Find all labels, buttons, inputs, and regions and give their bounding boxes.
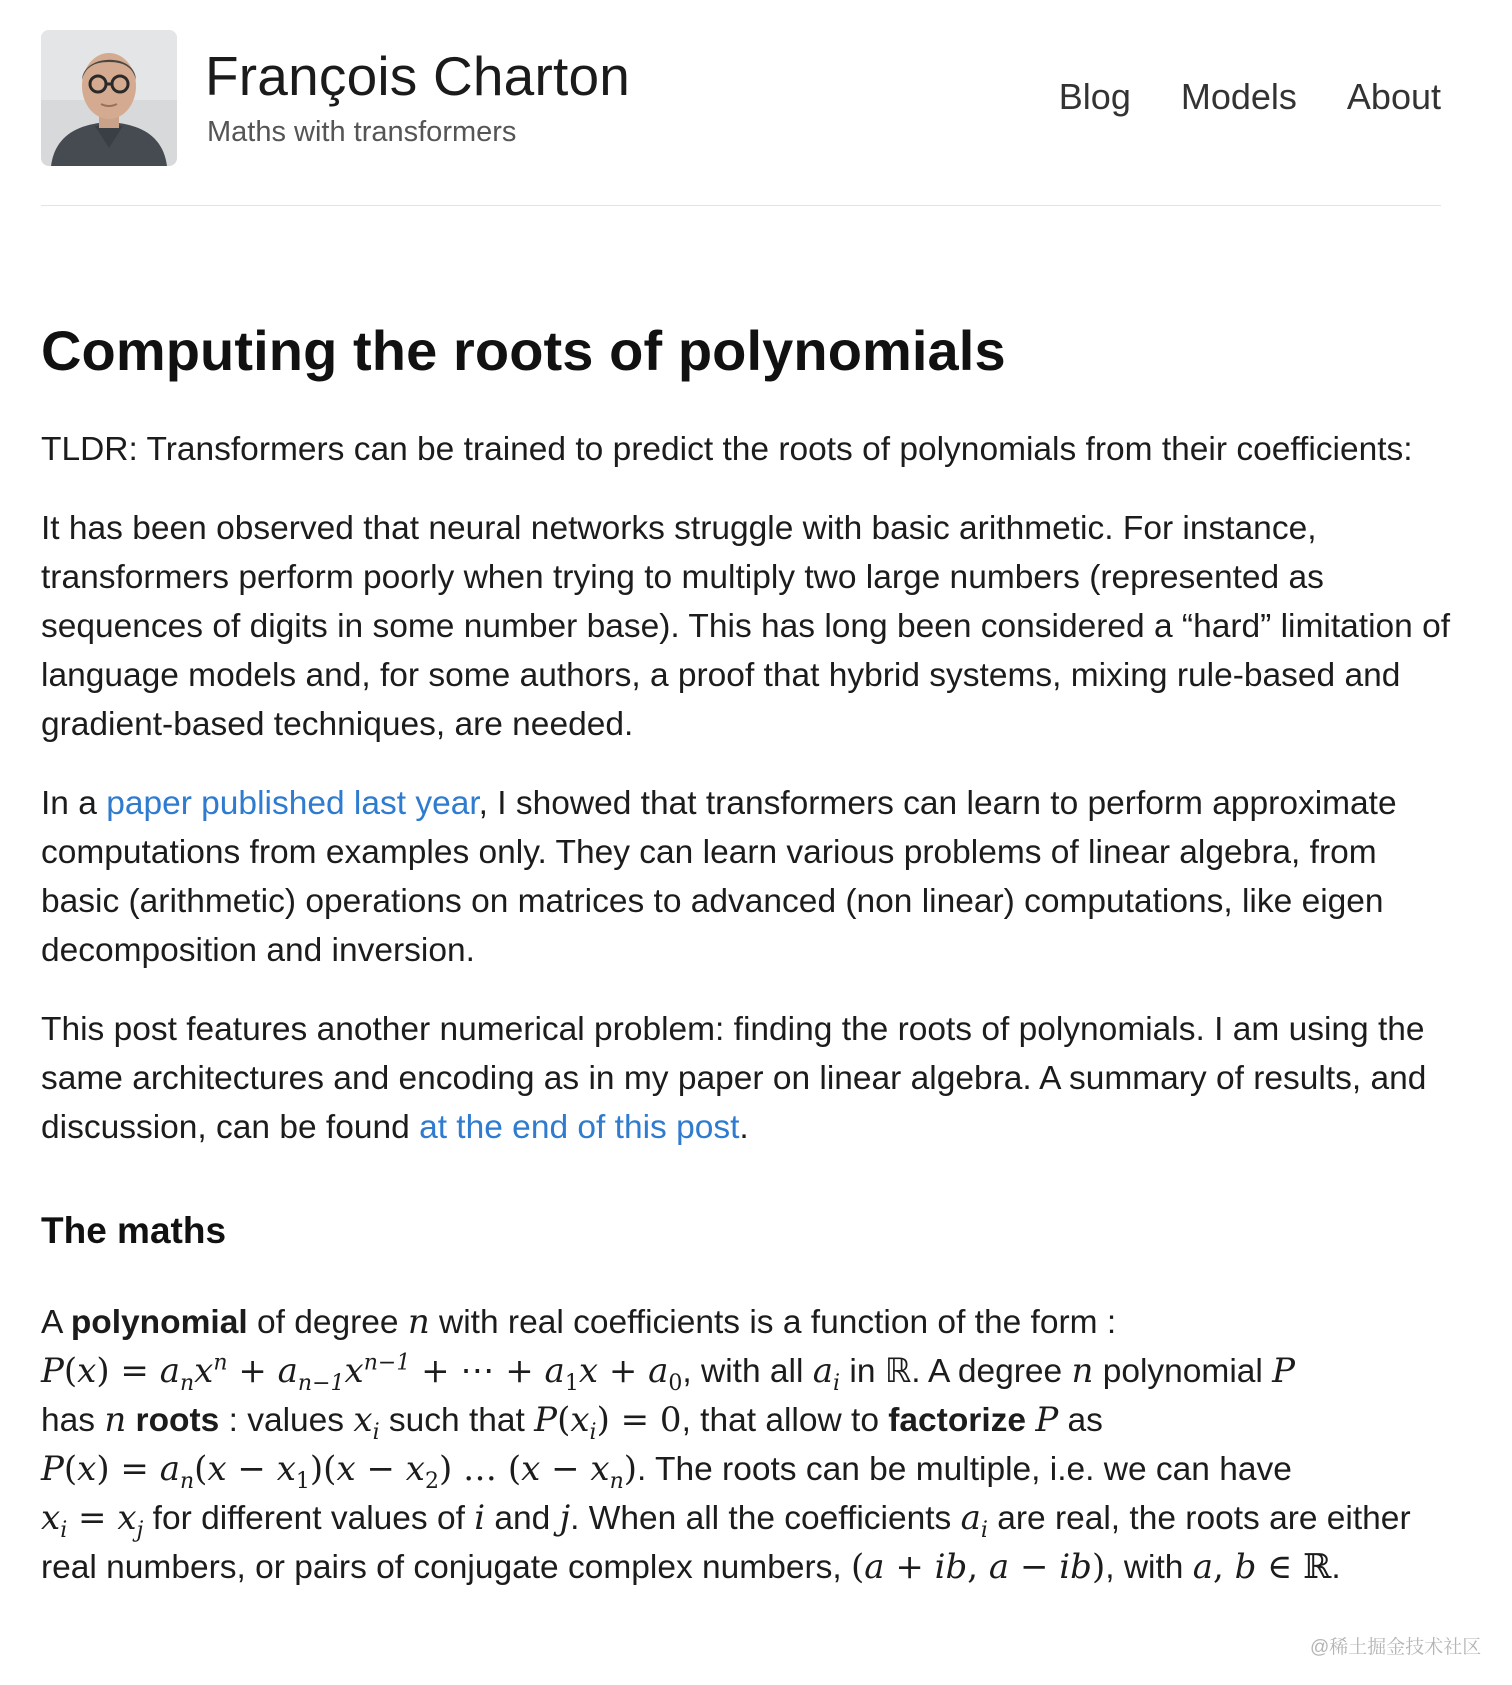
avatar-photo [41,30,177,166]
math-P: P [1272,1351,1296,1391]
maths-text: polynomial [1093,1353,1273,1390]
math-factorization: $P(x) = a_n(x - x_1)(x - x_2)$ … $(x - x_n)$ [41,1449,638,1494]
maths-text: . When all the coefficients [570,1500,961,1537]
site-subtitle: Maths with transformers [207,116,517,148]
paper-paragraph [41,779,1451,975]
paper-text-after: , I showed that transformers can learn to perform approximate computations from examples only. They can learn various problems of linear algebra, from basic (arithmetic) operations on matrices to advanced (non linear) computations, like eigen decomposition and inversion. [41,785,1397,969]
math-xi: $x_i$ [353,1400,380,1445]
math-polynomial-form: $P(x) = a_nx^n + a_{n-1}x^{n-1}$ + ⋯ + $a_1x + a_0$ [41,1350,683,1396]
post-article [41,318,1451,1622]
paper-link[interactable]: paper published last year [106,785,479,822]
math-ai: $a_i$ [812,1351,841,1396]
maths-text: A [41,1304,71,1341]
summary-text-before: This post features another numerical problem: finding the roots of polynomials. I am using the same architectures and encoding as in my paper on linear algebra. A summary of results, and discussion, can be found [41,1011,1427,1146]
maths-text: . The roots can be multiple, i.e. we can have [637,1451,1292,1488]
main-nav [1059,76,1441,118]
post-title: Computing the roots of polynomials [41,319,1006,382]
maths-text: are real, the roots are either real numbers, or pairs of conjugate complex numbers, [41,1500,1411,1586]
math-n: n [1071,1351,1094,1391]
nav-about[interactable]: About [1346,76,1441,117]
math-P: P [1035,1400,1059,1440]
maths-text: , with [1105,1549,1193,1586]
site-header [41,30,1441,206]
maths-text: , that allow to [681,1402,889,1439]
maths-text: in ℝ. A degree [840,1353,1072,1390]
summary-paragraph [41,1005,1451,1152]
maths-text: , with all [682,1353,813,1390]
tldr-paragraph: TLDR: Transformers can be trained to predict the roots of polynomials from their coefficients: [41,431,1413,468]
math-i: i [474,1498,486,1538]
math-ai: $a_i$ [960,1498,988,1543]
maths-text: . [1331,1549,1341,1586]
math-xi-eq-xj: $x_i = x_j$ [41,1498,144,1543]
paper-text-before: In a [41,785,107,822]
maths-text: for different values of [143,1500,475,1537]
author-avatar[interactable] [41,30,177,166]
term-roots: roots [135,1402,220,1439]
site-title[interactable]: François Charton [205,45,631,107]
math-n: n [407,1302,430,1342]
section-title-maths: The maths [41,1210,227,1251]
math-ab-in-R: a, b ∈ ℝ [1192,1547,1332,1587]
end-of-post-link[interactable]: at the end of this post [419,1109,740,1146]
maths-text: and [485,1500,560,1537]
math-j: j [559,1498,571,1538]
maths-paragraph [41,1298,1451,1592]
math-n: n [104,1400,127,1440]
nav-models[interactable]: Models [1180,76,1297,117]
maths-text: with real coefficients is a function of the form : [429,1304,1117,1341]
maths-text: such that [379,1402,535,1439]
term-polynomial: polynomial [70,1304,248,1341]
maths-text: as [1058,1402,1103,1439]
term-factorize: factorize [888,1402,1027,1439]
maths-text: : values [219,1402,354,1439]
maths-text: has [41,1402,105,1439]
nav-blog[interactable]: Blog [1058,76,1131,117]
intro-paragraph: It has been observed that neural networks struggle with basic arithmetic. For instance, transformers perform poorly when trying to multiply two large numbers (represented as sequences of digits in some number base). This has long been considered a “hard” limitation of language models and, for some authors, a proof that hybrid systems, mixing rule-based and gradient-based techniques, are needed. [41,510,1451,743]
math-conjugate-pair: (a + ib, a − ib) [850,1547,1106,1587]
summary-text-after: . [739,1109,749,1146]
watermark: @稀土掘金技术社区 [1310,1637,1482,1658]
math-root-condition: $P(x_i) = 0$ [534,1400,682,1445]
maths-text: of degree [247,1304,408,1341]
